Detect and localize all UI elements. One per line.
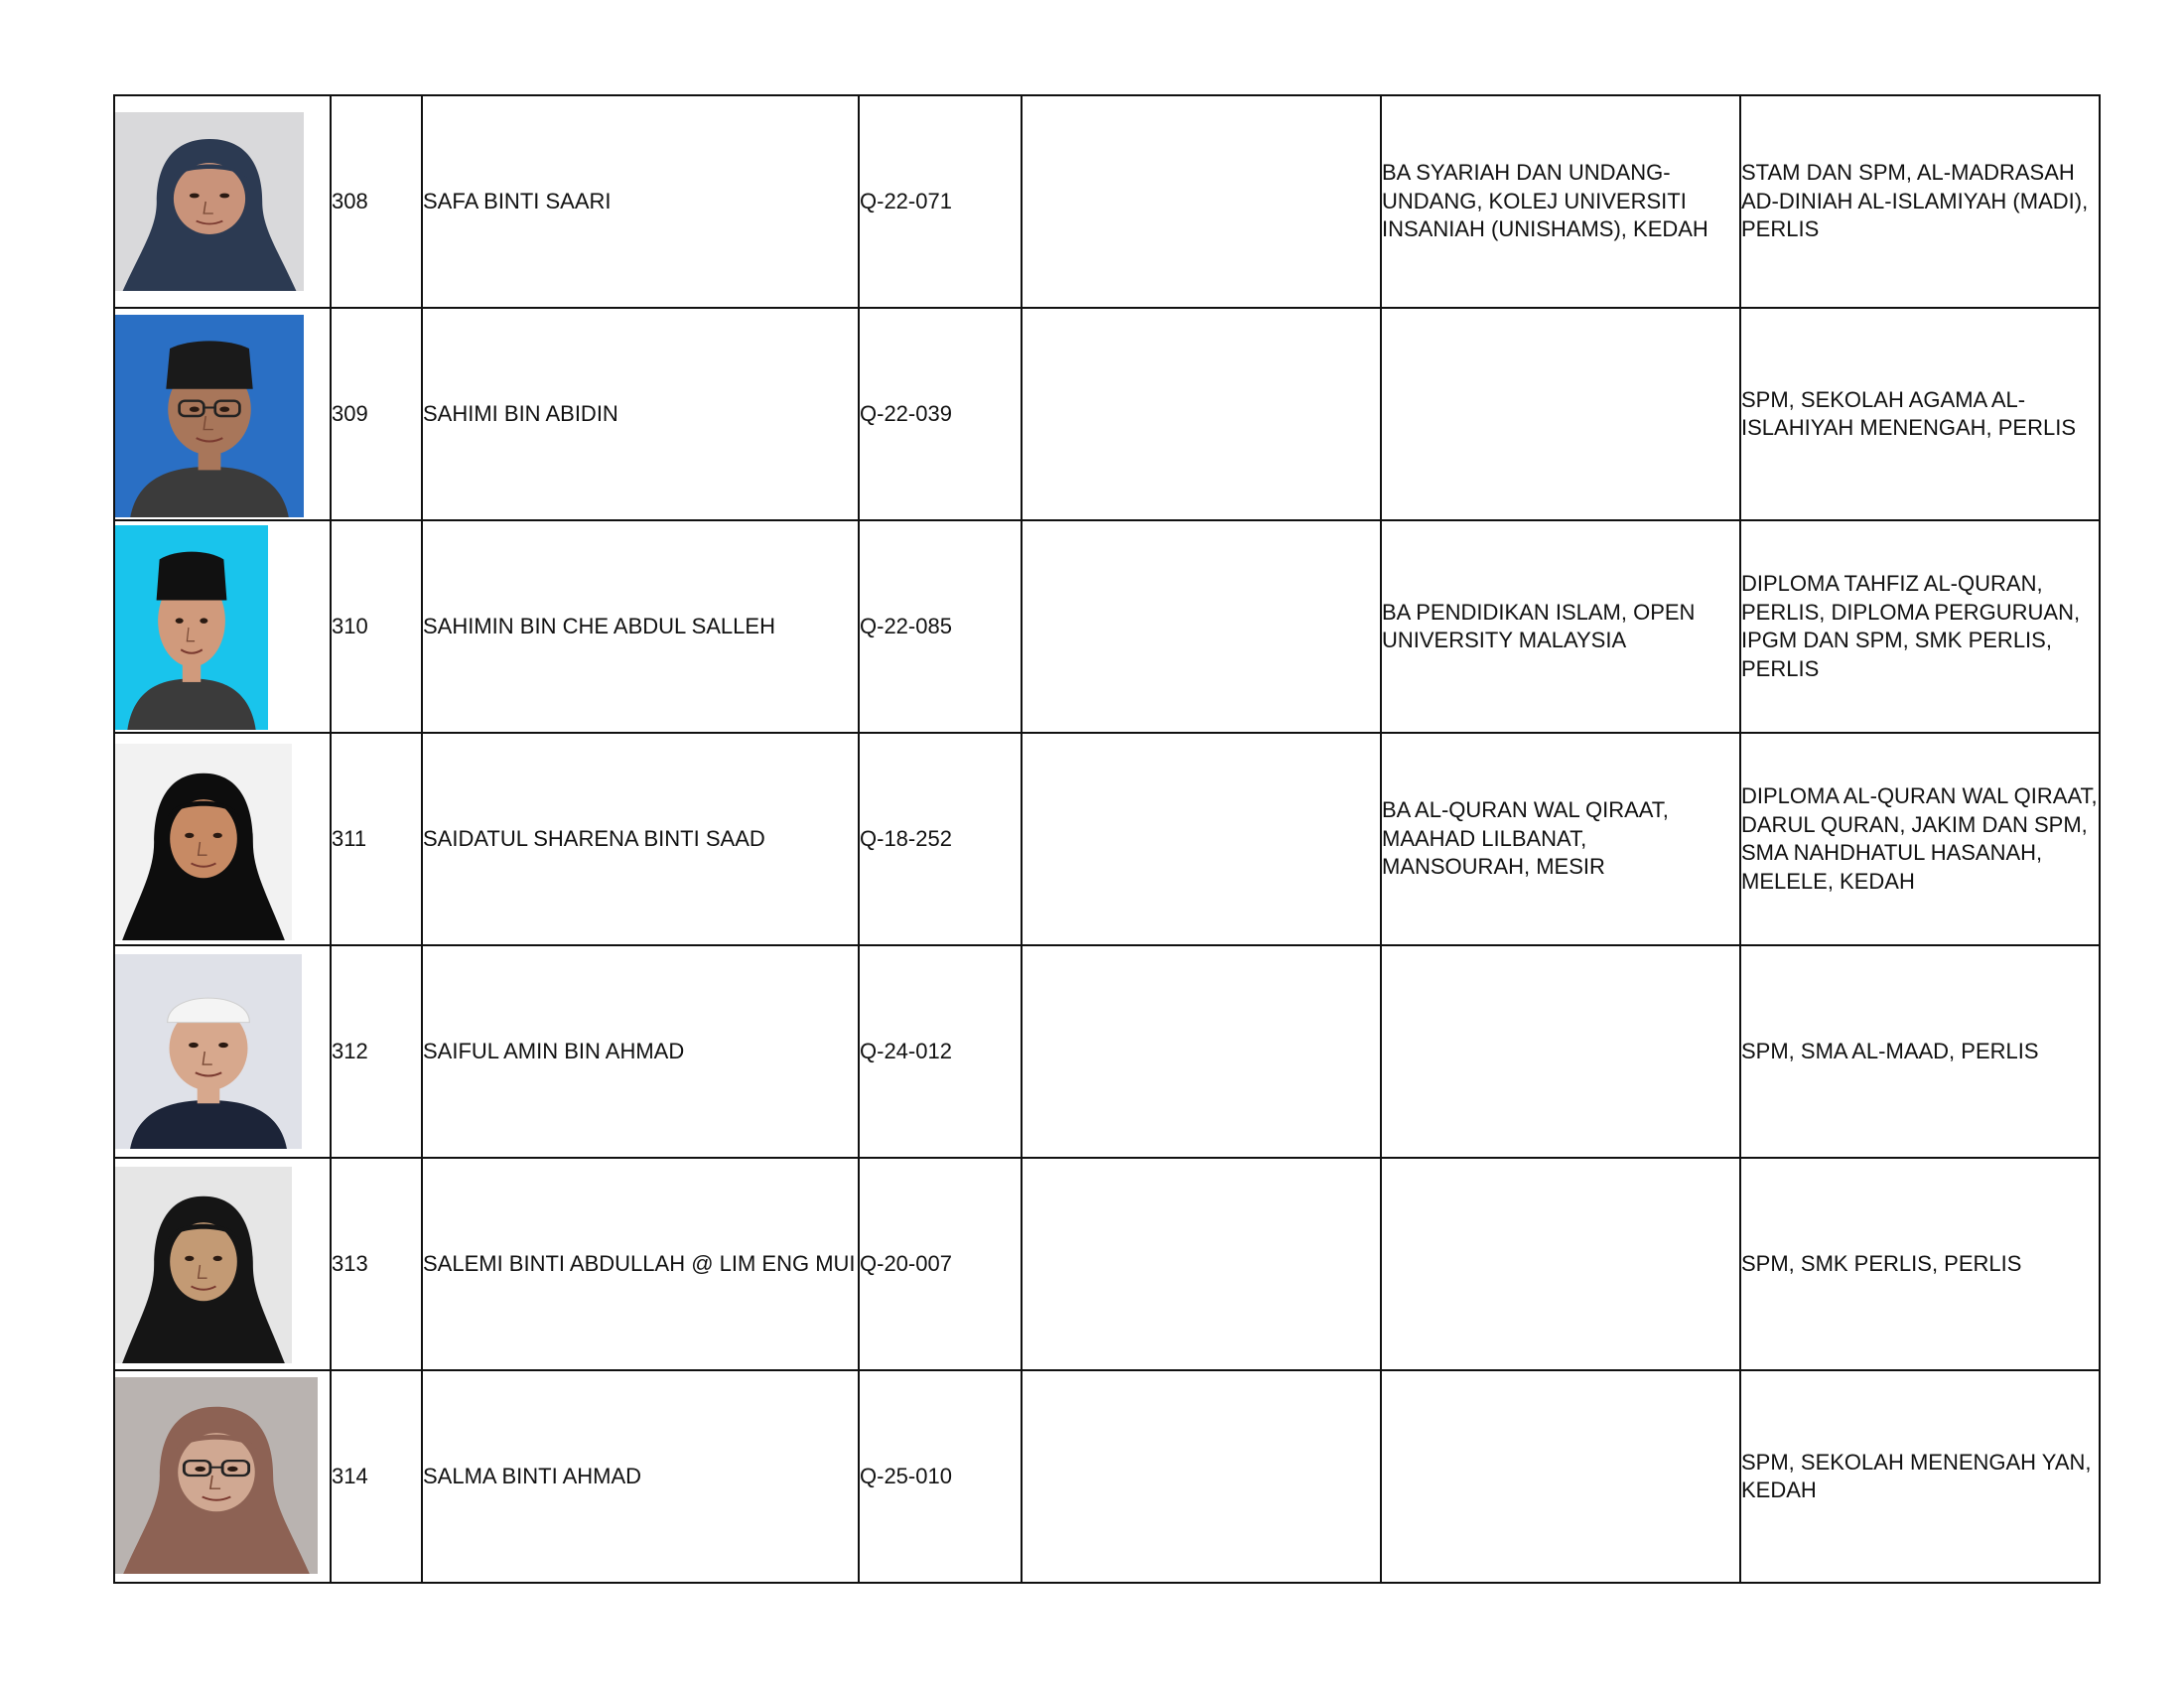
photo-cell [114,1370,331,1583]
portrait-photo [115,1167,292,1363]
school-cell [1740,945,2100,1158]
degree-cell [1381,733,1740,945]
school-cell [1740,308,2100,520]
person-name: SAFA BINTI SAARI [423,188,612,213]
degree-text: BA SYARIAH DAN UNDANG-UNDANG, KOLEJ UNIVERSITI INSANIAH (UNISHAMS), KEDAH [1382,160,1708,242]
portrait-photo [115,315,304,517]
school-text: SPM, SMA AL-MAAD, PERLIS [1741,1038,2039,1063]
id-cell [859,945,1022,1158]
school-cell [1740,95,2100,308]
number-cell [331,520,422,733]
reference-code: Q-18-252 [860,825,952,851]
degree-cell [1381,95,1740,308]
table-row [114,1370,2100,1583]
person-name: SAIDATUL SHARENA BINTI SAAD [423,825,765,851]
school-text: DIPLOMA TAHFIZ AL-QURAN, PERLIS, DIPLOMA PERGURUAN, IPGM DAN SPM, SMK PERLIS, PERLIS [1741,571,2081,681]
school-cell [1740,1158,2100,1370]
degree-cell [1381,520,1740,733]
empty-cell [1022,95,1381,308]
name-cell [422,520,859,733]
table-row [114,520,2100,733]
name-cell [422,1370,859,1583]
degree-cell [1381,1370,1740,1583]
photo-cell [114,308,331,520]
person-name: SAIFUL AMIN BIN AHMAD [423,1038,685,1063]
number-cell [331,945,422,1158]
portrait-photo [115,1377,318,1574]
id-cell [859,520,1022,733]
school-text: DIPLOMA AL-QURAN WAL QIRAAT, DARUL QURAN, JAKIM DAN SPM, SMA NAHDHATUL HASANAH, MELELE, KEDAH [1741,783,2098,894]
row-number: 311 [332,825,367,851]
name-cell [422,1158,859,1370]
row-number: 308 [332,188,368,213]
name-cell [422,733,859,945]
number-cell [331,1370,422,1583]
reference-code: Q-24-012 [860,1038,952,1063]
reference-code: Q-25-010 [860,1463,952,1488]
id-cell [859,308,1022,520]
number-cell [331,733,422,945]
school-cell [1740,1370,2100,1583]
photo-cell [114,520,331,733]
records-table-body [114,95,2100,1583]
person-name: SALEMI BINTI ABDULLAH @ LIM ENG MUI [423,1250,856,1276]
row-number: 312 [332,1038,368,1063]
photo-cell [114,1158,331,1370]
photo-cell [114,733,331,945]
name-cell [422,308,859,520]
row-number: 314 [332,1463,368,1488]
name-cell [422,95,859,308]
empty-cell [1022,1158,1381,1370]
reference-code: Q-22-085 [860,613,952,638]
records-table [113,94,2101,1584]
degree-cell [1381,1158,1740,1370]
row-number: 309 [332,400,368,426]
empty-cell [1022,1370,1381,1583]
photo-cell [114,945,331,1158]
person-name: SAHIMIN BIN CHE ABDUL SALLEH [423,613,775,638]
number-cell [331,95,422,308]
school-text: SPM, SEKOLAH MENENGAH YAN, KEDAH [1741,1449,2092,1502]
number-cell [331,308,422,520]
id-cell [859,1158,1022,1370]
photo-cell [114,95,331,308]
portrait-photo [115,525,268,730]
id-cell [859,95,1022,308]
table-row [114,733,2100,945]
empty-cell [1022,945,1381,1158]
id-cell [859,733,1022,945]
degree-cell [1381,308,1740,520]
person-name: SALMA BINTI AHMAD [423,1463,642,1488]
school-cell [1740,733,2100,945]
person-name: SAHIMI BIN ABIDIN [423,400,618,426]
reference-code: Q-20-007 [860,1250,952,1276]
empty-cell [1022,520,1381,733]
reference-code: Q-22-039 [860,400,952,426]
degree-text: BA AL-QURAN WAL QIRAAT, MAAHAD LILBANAT, MANSOURAH, MESIR [1382,797,1669,880]
row-number: 313 [332,1250,368,1276]
degree-text: BA PENDIDIKAN ISLAM, OPEN UNIVERSITY MALAYSIA [1382,599,1696,652]
school-text: SPM, SMK PERLIS, PERLIS [1741,1250,2022,1276]
empty-cell [1022,308,1381,520]
school-text: STAM DAN SPM, AL-MADRASAH AD-DINIAH AL-ISLAMIYAH (MADI), PERLIS [1741,160,2089,242]
row-number: 310 [332,613,368,638]
portrait-photo [115,112,304,291]
table-row [114,1158,2100,1370]
table-row [114,308,2100,520]
table-row [114,95,2100,308]
degree-cell [1381,945,1740,1158]
empty-cell [1022,733,1381,945]
school-cell [1740,520,2100,733]
table-row [114,945,2100,1158]
portrait-photo [115,954,302,1149]
name-cell [422,945,859,1158]
portrait-photo [115,744,292,940]
reference-code: Q-22-071 [860,188,952,213]
school-text: SPM, SEKOLAH AGAMA AL-ISLAHIYAH MENENGAH, PERLIS [1741,386,2077,440]
id-cell [859,1370,1022,1583]
number-cell [331,1158,422,1370]
